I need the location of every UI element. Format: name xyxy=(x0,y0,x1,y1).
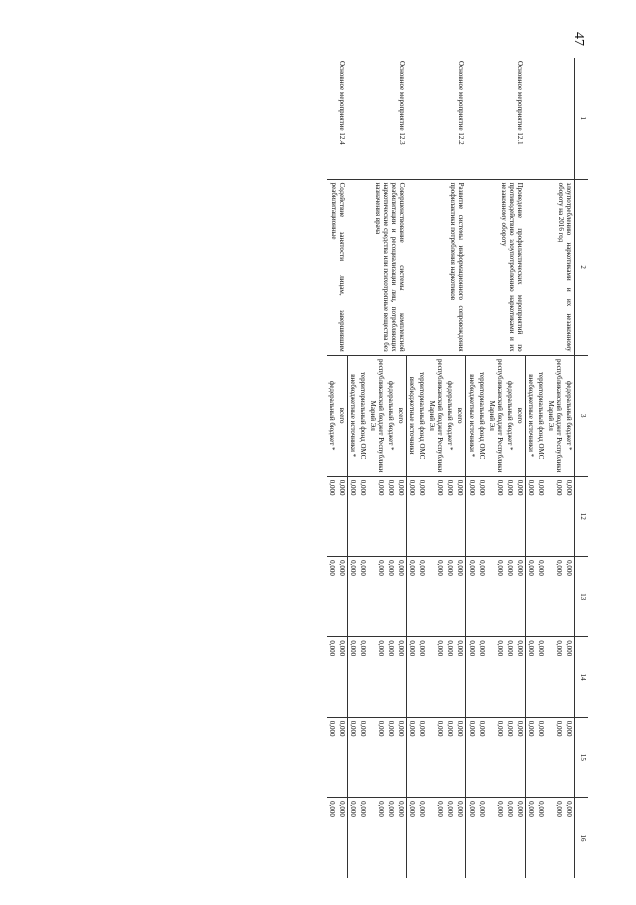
event-description: Проведение профилактических мероприятий по противодействию злоупотреблению наркотиками и их незаконному обороту xyxy=(466,179,525,355)
header-col-14: 14 xyxy=(575,637,589,717)
amount-cell: 0,000 xyxy=(505,637,515,717)
amount-cell: 0,000 xyxy=(477,557,487,637)
amount-cell: 0,000 xyxy=(386,557,396,637)
amount-cell: 0,000 xyxy=(396,557,407,637)
funding-source: федеральный бюджет * xyxy=(386,355,396,476)
amount-cell: 0,000 xyxy=(536,798,546,878)
amount-cell: 0,000 xyxy=(347,476,358,556)
header-col-12: 12 xyxy=(575,476,589,556)
event-name: Основное мероприятие 12.3 xyxy=(397,61,406,145)
amount-cell: 0,000 xyxy=(564,637,575,717)
amount-cell: 0,000 xyxy=(407,637,418,717)
amount-cell: 0,000 xyxy=(525,557,536,637)
amount-cell: 0,000 xyxy=(386,637,396,717)
funding-source: республиканский бюджет Республики Марий Эл xyxy=(368,355,386,476)
amount-cell: 0,000 xyxy=(445,637,455,717)
amount-cell: 0,000 xyxy=(445,798,455,878)
amount-cell: 0,000 xyxy=(515,557,526,637)
amount-cell: 0,000 xyxy=(445,476,455,556)
amount-cell: 0,000 xyxy=(396,717,407,797)
amount-cell: 0,000 xyxy=(515,476,526,556)
amount-cell: 0,000 xyxy=(358,637,368,717)
amount-cell: 0,000 xyxy=(536,717,546,797)
table-row xyxy=(455,58,466,878)
amount-cell: 0,000 xyxy=(337,637,348,717)
funding-source: федеральный бюджет * xyxy=(327,355,337,476)
funding-source: федеральный бюджет * xyxy=(505,355,515,476)
funding-source: всего xyxy=(337,355,348,476)
event-name: Основное мероприятие 12.1 xyxy=(516,61,525,145)
amount-cell: 0,000 xyxy=(327,637,337,717)
amount-cell: 0,000 xyxy=(546,557,564,637)
amount-cell: 0,000 xyxy=(396,798,407,878)
amount-cell: 0,000 xyxy=(407,476,418,556)
amount-cell: 0,000 xyxy=(368,637,386,717)
event-description: Развитие системы информационного сопровождения профилактики потребления наркотиков xyxy=(407,179,466,355)
amount-cell: 0,000 xyxy=(396,637,407,717)
amount-cell: 0,000 xyxy=(386,476,396,556)
amount-cell: 0,000 xyxy=(417,798,427,878)
amount-cell: 0,000 xyxy=(396,476,407,556)
amount-cell: 0,000 xyxy=(358,557,368,637)
amount-cell: 0,000 xyxy=(564,717,575,797)
amount-cell: 0,000 xyxy=(505,557,515,637)
amount-cell: 0,000 xyxy=(564,798,575,878)
funding-source: республиканский бюджет Республики Марий Эл xyxy=(427,355,445,476)
amount-cell: 0,000 xyxy=(347,557,358,637)
amount-cell: 0,000 xyxy=(368,476,386,556)
amount-cell: 0,000 xyxy=(427,476,445,556)
event-name xyxy=(525,58,574,179)
funding-source: внебюджетные источники xyxy=(407,355,418,476)
amount-cell: 0,000 xyxy=(515,798,526,878)
amount-cell: 0,000 xyxy=(337,476,348,556)
amount-cell: 0,000 xyxy=(536,637,546,717)
amount-cell: 0,000 xyxy=(337,557,348,637)
funding-source: республиканский бюджет Республики Марий Эл xyxy=(546,355,564,476)
funding-source: территориальный фонд ОМС xyxy=(358,355,368,476)
amount-cell: 0,000 xyxy=(407,717,418,797)
funding-source: внебюджетные источники * xyxy=(466,355,477,476)
amount-cell: 0,000 xyxy=(546,717,564,797)
amount-cell: 0,000 xyxy=(487,637,505,717)
header-col-15: 15 xyxy=(575,717,589,797)
amount-cell: 0,000 xyxy=(417,476,427,556)
amount-cell: 0,000 xyxy=(487,557,505,637)
funding-source: федеральный бюджет * xyxy=(445,355,455,476)
funding-source: федеральный бюджет * xyxy=(564,355,575,476)
header-col-2: 2 xyxy=(575,179,589,355)
amount-cell: 0,000 xyxy=(327,557,337,637)
amount-cell: 0,000 xyxy=(327,476,337,556)
amount-cell: 0,000 xyxy=(546,476,564,556)
amount-cell: 0,000 xyxy=(466,637,477,717)
amount-cell: 0,000 xyxy=(564,557,575,637)
table-row xyxy=(396,58,407,878)
amount-cell: 0,000 xyxy=(477,637,487,717)
amount-cell: 0,000 xyxy=(427,717,445,797)
amount-cell: 0,000 xyxy=(455,557,466,637)
amount-cell: 0,000 xyxy=(347,717,358,797)
amount-cell: 0,000 xyxy=(337,717,348,797)
funding-source: республиканский бюджет Республики Марий Эл xyxy=(487,355,505,476)
amount-cell: 0,000 xyxy=(337,798,348,878)
funding-source: территориальный фонд ОМС xyxy=(536,355,546,476)
funding-source: всего xyxy=(515,355,526,476)
amount-cell: 0,000 xyxy=(564,476,575,556)
amount-cell: 0,000 xyxy=(407,798,418,878)
amount-cell: 0,000 xyxy=(427,637,445,717)
amount-cell: 0,000 xyxy=(358,798,368,878)
amount-cell: 0,000 xyxy=(358,476,368,556)
header-col-1: 1 xyxy=(575,58,589,179)
amount-cell: 0,000 xyxy=(466,476,477,556)
amount-cell: 0,000 xyxy=(546,637,564,717)
amount-cell: 0,000 xyxy=(515,637,526,717)
amount-cell: 0,000 xyxy=(358,717,368,797)
table-row xyxy=(337,58,348,878)
page-number: 47 xyxy=(571,32,586,46)
amount-cell: 0,000 xyxy=(536,557,546,637)
amount-cell: 0,000 xyxy=(466,717,477,797)
amount-cell: 0,000 xyxy=(477,798,487,878)
funding-source: всего xyxy=(396,355,407,476)
amount-cell: 0,000 xyxy=(477,717,487,797)
funding-source: внебюджетные источники * xyxy=(347,355,358,476)
amount-cell: 0,000 xyxy=(368,717,386,797)
table-row xyxy=(564,58,575,878)
amount-cell: 0,000 xyxy=(455,476,466,556)
amount-cell: 0,000 xyxy=(525,476,536,556)
amount-cell: 0,000 xyxy=(455,717,466,797)
amount-cell: 0,000 xyxy=(427,557,445,637)
amount-cell: 0,000 xyxy=(466,557,477,637)
amount-cell: 0,000 xyxy=(417,557,427,637)
budget-table xyxy=(327,58,588,878)
funding-source: территориальный фонд ОМС xyxy=(417,355,427,476)
amount-cell: 0,000 xyxy=(505,717,515,797)
table-row xyxy=(515,58,526,878)
amount-cell: 0,000 xyxy=(445,557,455,637)
funding-source: всего xyxy=(455,355,466,476)
event-description: злоупотреблению наркотиками и их незаконному обороту на 2016 год xyxy=(525,179,574,355)
amount-cell: 0,000 xyxy=(445,717,455,797)
amount-cell: 0,000 xyxy=(487,798,505,878)
header-col-13: 13 xyxy=(575,557,589,637)
amount-cell: 0,000 xyxy=(525,798,536,878)
amount-cell: 0,000 xyxy=(505,798,515,878)
amount-cell: 0,000 xyxy=(347,637,358,717)
amount-cell: 0,000 xyxy=(455,637,466,717)
budget-table-rotated xyxy=(123,58,588,878)
amount-cell: 0,000 xyxy=(455,798,466,878)
amount-cell: 0,000 xyxy=(525,637,536,717)
amount-cell: 0,000 xyxy=(327,798,337,878)
amount-cell: 0,000 xyxy=(386,798,396,878)
amount-cell: 0,000 xyxy=(417,637,427,717)
amount-cell: 0,000 xyxy=(536,476,546,556)
header-col-16: 16 xyxy=(575,798,589,878)
amount-cell: 0,000 xyxy=(368,557,386,637)
amount-cell: 0,000 xyxy=(487,717,505,797)
amount-cell: 0,000 xyxy=(505,476,515,556)
amount-cell: 0,000 xyxy=(417,717,427,797)
amount-cell: 0,000 xyxy=(525,717,536,797)
amount-cell: 0,000 xyxy=(477,476,487,556)
amount-cell: 0,000 xyxy=(368,798,386,878)
event-description: Содействие занятости лицам, завершившим реабилитационные xyxy=(327,179,348,355)
amount-cell: 0,000 xyxy=(407,557,418,637)
amount-cell: 0,000 xyxy=(386,717,396,797)
event-name: Основное мероприятие 12.4 xyxy=(338,61,347,145)
amount-cell: 0,000 xyxy=(546,798,564,878)
event-description: Совершенствование системы комплексной реабилитации и ресоциализации лиц, потребляющих наркотические средства или психотропные вещества без назначения врача xyxy=(347,179,406,355)
amount-cell: 0,000 xyxy=(347,798,358,878)
table-body xyxy=(327,58,575,878)
table-header-row xyxy=(575,58,589,878)
amount-cell: 0,000 xyxy=(515,717,526,797)
amount-cell: 0,000 xyxy=(427,798,445,878)
amount-cell: 0,000 xyxy=(466,798,477,878)
header-col-3: 3 xyxy=(575,355,589,476)
event-name: Основное мероприятие 12.2 xyxy=(456,61,465,145)
funding-source: внебюджетные источники * xyxy=(525,355,536,476)
funding-source: территориальный фонд ОМС xyxy=(477,355,487,476)
amount-cell: 0,000 xyxy=(487,476,505,556)
amount-cell: 0,000 xyxy=(327,717,337,797)
